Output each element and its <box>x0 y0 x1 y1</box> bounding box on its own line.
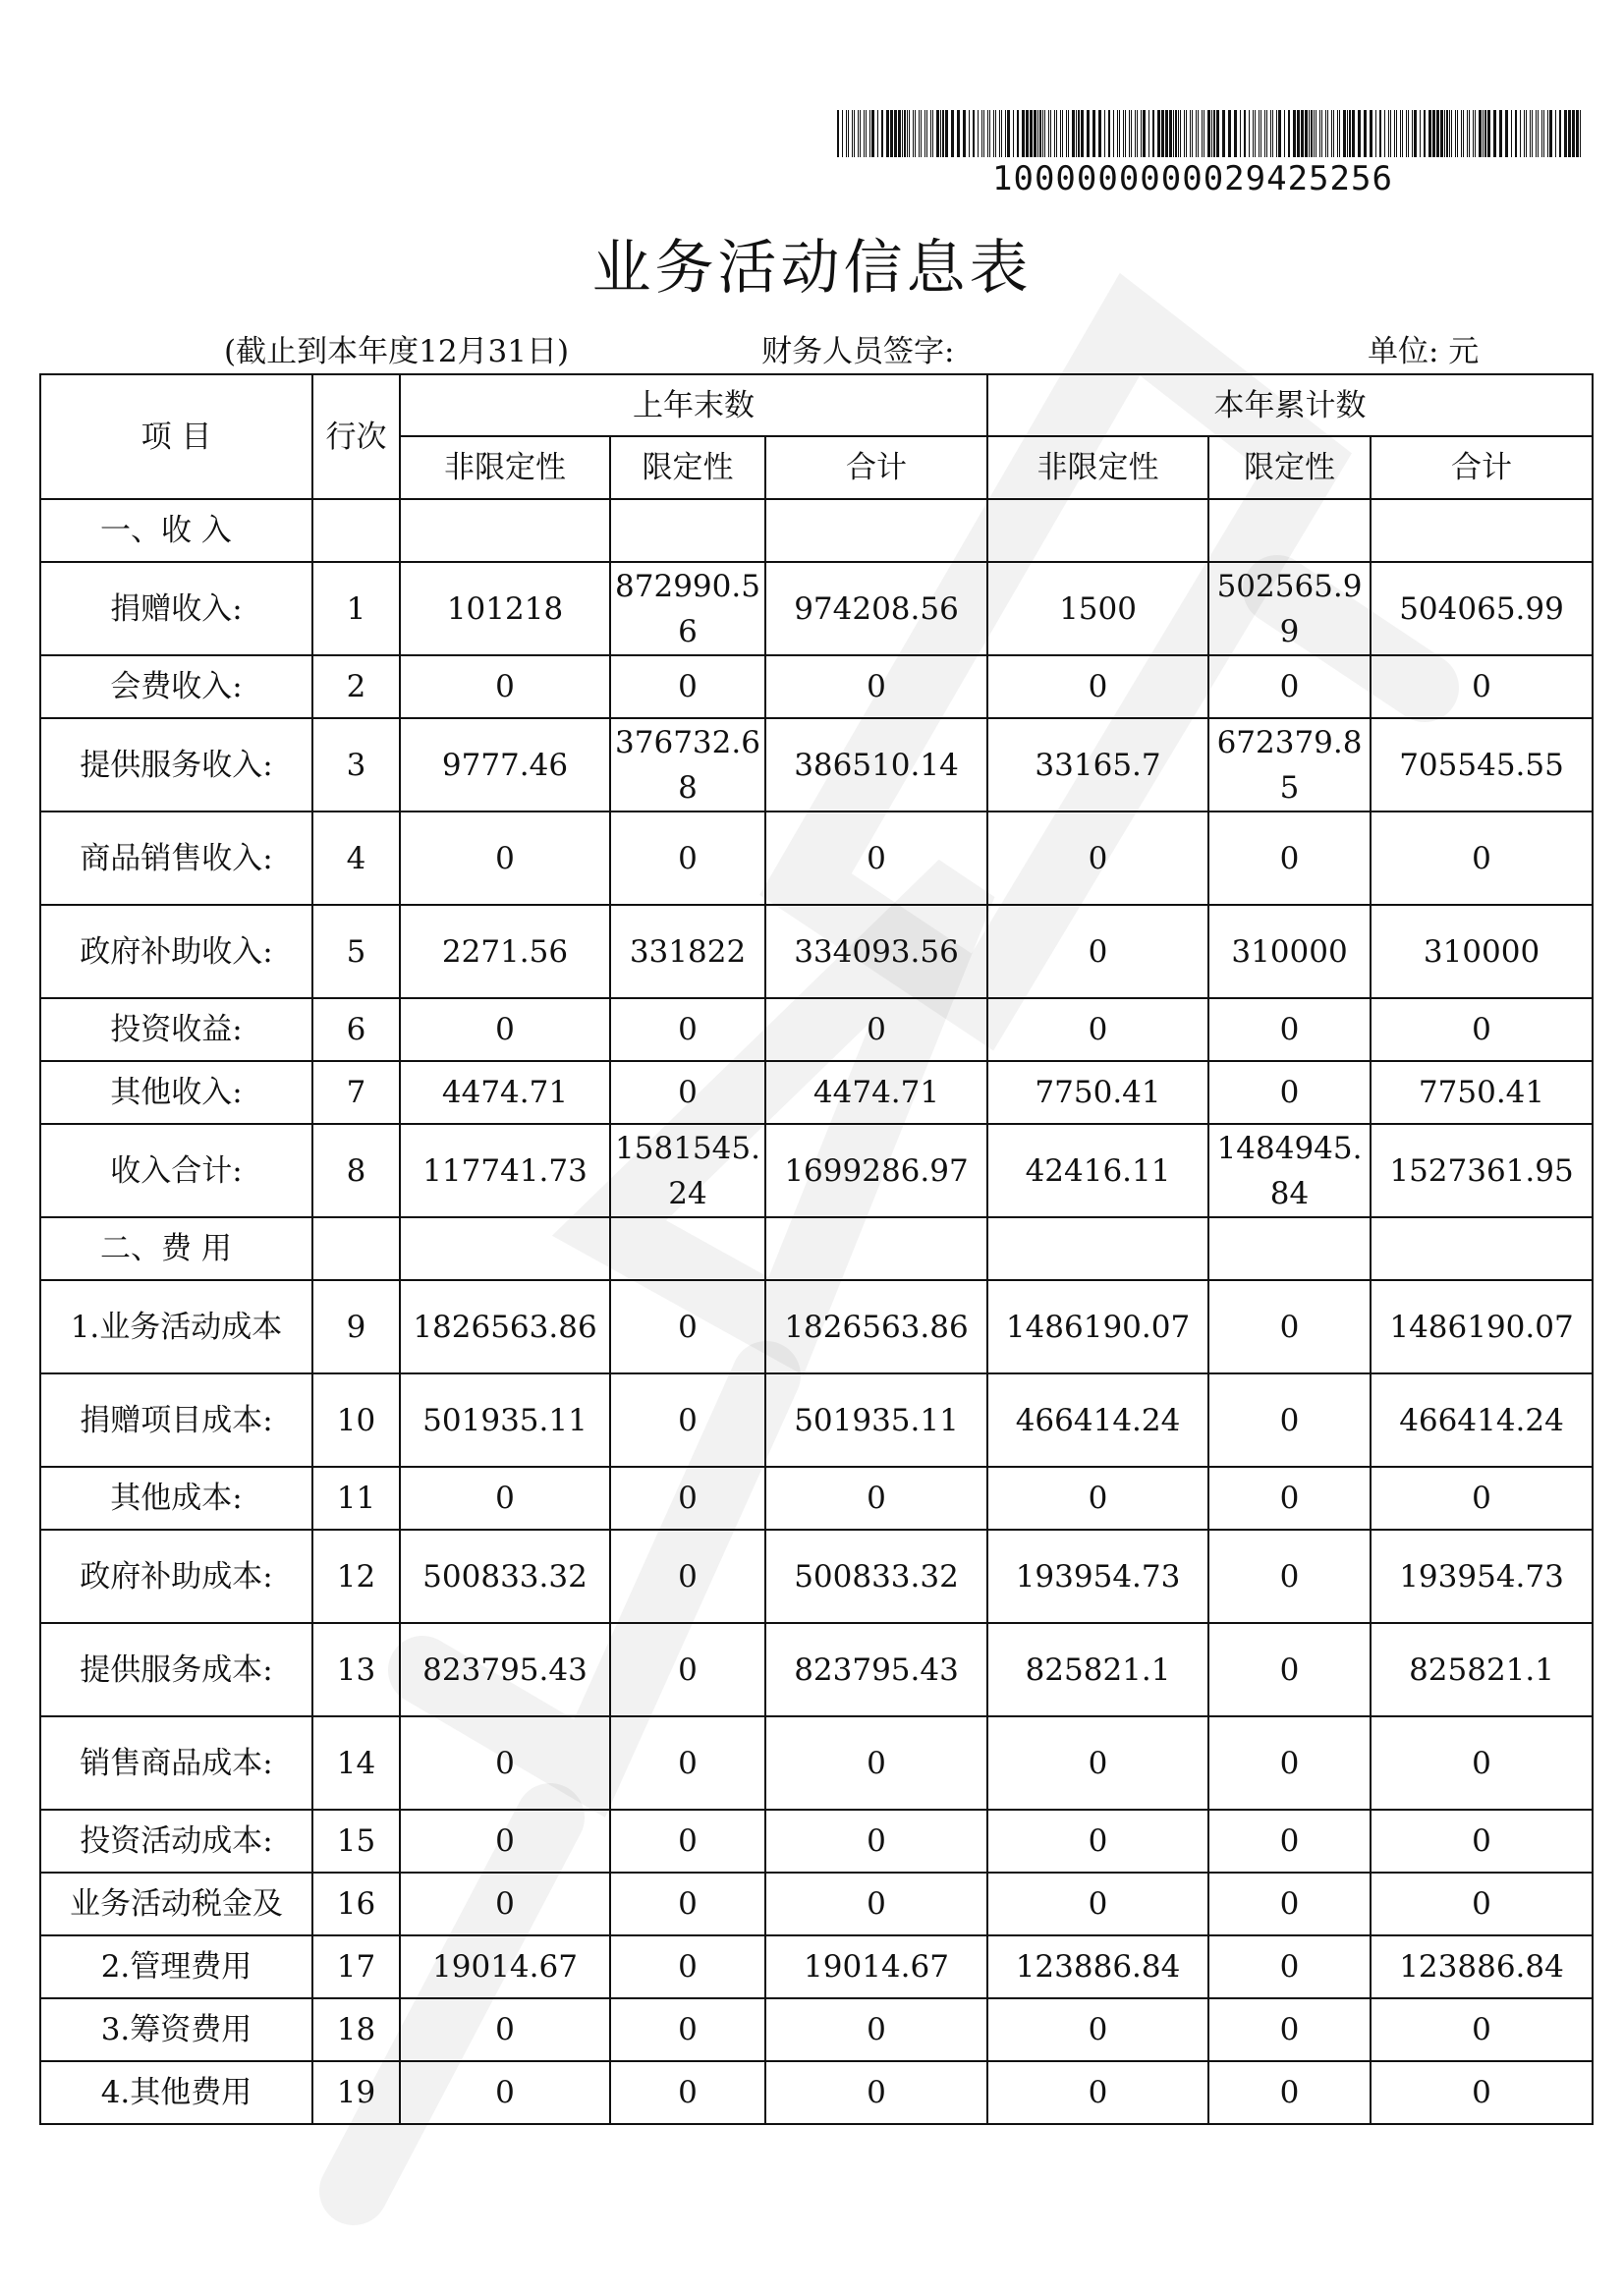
value-cell: 0 <box>1208 1467 1371 1530</box>
row-label: 销售商品成本: <box>40 1716 312 1810</box>
subheader-cell: 限定性 <box>1208 436 1371 499</box>
value-cell: 123886.84 <box>1371 1935 1593 1998</box>
value-cell: 1699286.97 <box>765 1124 987 1217</box>
value-cell: 0 <box>1208 2061 1371 2124</box>
row-number: 2 <box>312 655 400 718</box>
value-cell: 193954.73 <box>1371 1530 1593 1623</box>
value-cell <box>1371 1217 1593 1280</box>
value-cell: 974208.56 <box>765 562 987 655</box>
value-cell: 0 <box>765 1810 987 1873</box>
table-row <box>40 1467 1593 1530</box>
value-cell: 1826563.86 <box>765 1280 987 1373</box>
period-note: (截止到本年度12月31日) <box>224 334 570 369</box>
table-row <box>40 1061 1593 1124</box>
value-cell: 310000 <box>1371 905 1593 998</box>
row-number: 7 <box>312 1061 400 1124</box>
value-cell <box>610 1217 765 1280</box>
value-cell: 0 <box>400 1873 610 1935</box>
value-cell: 0 <box>1371 655 1593 718</box>
value-cell: 334093.56 <box>765 905 987 998</box>
value-cell: 0 <box>610 998 765 1061</box>
value-cell: 4474.71 <box>765 1061 987 1124</box>
value-cell: 117741.73 <box>400 1124 610 1217</box>
value-cell: 19014.67 <box>765 1935 987 1998</box>
row-label: 商品销售收入: <box>40 812 312 905</box>
value-cell: 0 <box>987 1873 1208 1935</box>
table-row <box>40 1124 1593 1217</box>
value-cell: 0 <box>400 1998 610 2061</box>
table-row <box>40 562 1593 655</box>
value-cell: 0 <box>610 1935 765 1998</box>
row-label: 3.筹资费用 <box>40 1998 312 2061</box>
value-cell: 0 <box>610 2061 765 2124</box>
value-cell: 0 <box>1208 1623 1371 1716</box>
value-cell: 825821.1 <box>987 1623 1208 1716</box>
value-cell: 0 <box>400 655 610 718</box>
value-cell: 0 <box>765 1873 987 1935</box>
value-cell: 825821.1 <box>1371 1623 1593 1716</box>
value-cell: 0 <box>765 1998 987 2061</box>
value-cell: 500833.32 <box>765 1530 987 1623</box>
table-row <box>40 499 1593 562</box>
value-cell <box>1208 1217 1371 1280</box>
value-cell <box>1371 499 1593 562</box>
value-cell: 7750.41 <box>987 1061 1208 1124</box>
value-cell: 0 <box>765 655 987 718</box>
subheader-cell: 非限定性 <box>987 436 1208 499</box>
value-cell: 0 <box>1208 1530 1371 1623</box>
value-cell: 0 <box>765 1467 987 1530</box>
value-cell: 872990.56 <box>610 562 765 655</box>
row-label: 会费收入: <box>40 655 312 718</box>
value-cell: 0 <box>1208 1935 1371 1998</box>
value-cell: 0 <box>400 998 610 1061</box>
value-cell: 0 <box>987 812 1208 905</box>
value-cell: 466414.24 <box>1371 1373 1593 1467</box>
value-cell: 0 <box>610 1998 765 2061</box>
value-cell: 0 <box>1371 1716 1593 1810</box>
value-cell: 101218 <box>400 562 610 655</box>
value-cell: 0 <box>1371 1873 1593 1935</box>
value-cell: 2271.56 <box>400 905 610 998</box>
value-cell: 0 <box>610 1716 765 1810</box>
row-number: 3 <box>312 718 400 812</box>
value-cell: 0 <box>1371 998 1593 1061</box>
value-cell: 0 <box>765 998 987 1061</box>
value-cell: 0 <box>610 1467 765 1530</box>
row-label: 二、费 用 <box>40 1217 312 1280</box>
value-cell: 0 <box>1208 1716 1371 1810</box>
header-row-no: 行次 <box>312 374 400 499</box>
row-number: 16 <box>312 1873 400 1935</box>
value-cell: 0 <box>610 1061 765 1124</box>
value-cell: 0 <box>1208 1373 1371 1467</box>
value-cell: 501935.11 <box>765 1373 987 1467</box>
row-label: 一、收 入 <box>40 499 312 562</box>
value-cell: 0 <box>1208 1061 1371 1124</box>
row-number: 10 <box>312 1373 400 1467</box>
value-cell: 0 <box>987 1998 1208 2061</box>
value-cell: 504065.99 <box>1371 562 1593 655</box>
row-label: 收入合计: <box>40 1124 312 1217</box>
value-cell: 0 <box>1371 2061 1593 2124</box>
table-row <box>40 655 1593 718</box>
value-cell: 0 <box>1208 1998 1371 2061</box>
value-cell: 386510.14 <box>765 718 987 812</box>
row-number: 5 <box>312 905 400 998</box>
row-label: 投资收益: <box>40 998 312 1061</box>
value-cell: 0 <box>987 998 1208 1061</box>
value-cell: 1486190.07 <box>987 1280 1208 1373</box>
value-cell: 0 <box>987 2061 1208 2124</box>
row-label: 捐赠项目成本: <box>40 1373 312 1467</box>
value-cell: 0 <box>765 1716 987 1810</box>
row-number: 18 <box>312 1998 400 2061</box>
value-cell: 0 <box>610 1280 765 1373</box>
value-cell: 42416.11 <box>987 1124 1208 1217</box>
signature-label: 财务人员签字: <box>761 334 955 369</box>
value-cell: 0 <box>987 1467 1208 1530</box>
value-cell: 1500 <box>987 562 1208 655</box>
row-label: 捐赠收入: <box>40 562 312 655</box>
value-cell: 1484945.84 <box>1208 1124 1371 1217</box>
value-cell: 0 <box>610 655 765 718</box>
value-cell: 0 <box>400 812 610 905</box>
row-number: 15 <box>312 1810 400 1873</box>
value-cell: 1527361.95 <box>1371 1124 1593 1217</box>
value-cell: 0 <box>400 1716 610 1810</box>
value-cell: 0 <box>1208 998 1371 1061</box>
value-cell: 310000 <box>1208 905 1371 998</box>
value-cell: 0 <box>610 1373 765 1467</box>
row-label: 提供服务收入: <box>40 718 312 812</box>
table-row <box>40 905 1593 998</box>
value-cell: 4474.71 <box>400 1061 610 1124</box>
row-label: 2.管理费用 <box>40 1935 312 1998</box>
value-cell: 7750.41 <box>1371 1061 1593 1124</box>
row-label: 其他收入: <box>40 1061 312 1124</box>
row-label: 提供服务成本: <box>40 1623 312 1716</box>
row-number: 17 <box>312 1935 400 1998</box>
row-number: 19 <box>312 2061 400 2124</box>
table-row <box>40 812 1593 905</box>
header-prev-year: 上年末数 <box>400 374 987 436</box>
value-cell: 0 <box>1371 1810 1593 1873</box>
row-number: 13 <box>312 1623 400 1716</box>
value-cell: 502565.99 <box>1208 562 1371 655</box>
value-cell: 672379.85 <box>1208 718 1371 812</box>
value-cell: 0 <box>1208 812 1371 905</box>
value-cell: 193954.73 <box>987 1530 1208 1623</box>
table-row <box>40 1280 1593 1373</box>
value-cell: 0 <box>610 1810 765 1873</box>
header-item: 项 目 <box>40 374 312 499</box>
value-cell: 123886.84 <box>987 1935 1208 1998</box>
row-number: 9 <box>312 1280 400 1373</box>
value-cell: 0 <box>1371 1467 1593 1530</box>
subheader-cell: 合计 <box>765 436 987 499</box>
value-cell: 0 <box>610 1623 765 1716</box>
value-cell <box>987 1217 1208 1280</box>
table-row <box>40 1998 1593 2061</box>
value-cell <box>765 1217 987 1280</box>
row-label: 1.业务活动成本 <box>40 1280 312 1373</box>
value-cell: 0 <box>400 2061 610 2124</box>
row-number: 4 <box>312 812 400 905</box>
header-curr-year: 本年累计数 <box>987 374 1593 436</box>
value-cell: 0 <box>765 2061 987 2124</box>
value-cell: 0 <box>610 1873 765 1935</box>
value-cell: 376732.68 <box>610 718 765 812</box>
barcode <box>837 110 1582 157</box>
value-cell: 0 <box>610 812 765 905</box>
value-cell: 466414.24 <box>987 1373 1208 1467</box>
row-number: 8 <box>312 1124 400 1217</box>
value-cell: 705545.55 <box>1371 718 1593 812</box>
value-cell: 500833.32 <box>400 1530 610 1623</box>
value-cell: 0 <box>987 1810 1208 1873</box>
row-label: 政府补助成本: <box>40 1530 312 1623</box>
value-cell: 19014.67 <box>400 1935 610 1998</box>
table-row <box>40 1935 1593 1998</box>
value-cell: 0 <box>1371 1998 1593 2061</box>
table-row <box>40 1810 1593 1873</box>
row-number: 14 <box>312 1716 400 1810</box>
value-cell: 0 <box>765 812 987 905</box>
value-cell: 1486190.07 <box>1371 1280 1593 1373</box>
value-cell: 0 <box>987 1716 1208 1810</box>
row-number: 12 <box>312 1530 400 1623</box>
value-cell <box>1208 499 1371 562</box>
table-row <box>40 2061 1593 2124</box>
value-cell <box>400 1217 610 1280</box>
value-cell <box>400 499 610 562</box>
unit-label: 单位: 元 <box>1368 334 1480 369</box>
value-cell: 0 <box>400 1810 610 1873</box>
table-row <box>40 718 1593 812</box>
value-cell: 0 <box>987 655 1208 718</box>
row-number <box>312 499 400 562</box>
value-cell <box>765 499 987 562</box>
table-row <box>40 1373 1593 1467</box>
value-cell: 0 <box>1371 812 1593 905</box>
subheader-cell: 非限定性 <box>400 436 610 499</box>
value-cell <box>987 499 1208 562</box>
value-cell: 9777.46 <box>400 718 610 812</box>
value-cell: 823795.43 <box>765 1623 987 1716</box>
value-cell: 501935.11 <box>400 1373 610 1467</box>
row-number: 11 <box>312 1467 400 1530</box>
value-cell: 0 <box>1208 655 1371 718</box>
value-cell: 1581545.24 <box>610 1124 765 1217</box>
value-cell: 0 <box>987 905 1208 998</box>
row-label: 政府补助收入: <box>40 905 312 998</box>
row-label: 业务活动税金及 <box>40 1873 312 1935</box>
business-activity-table <box>39 373 1594 2125</box>
value-cell: 0 <box>400 1467 610 1530</box>
row-label: 投资活动成本: <box>40 1810 312 1873</box>
value-cell: 0 <box>1208 1873 1371 1935</box>
subheader-cell: 限定性 <box>610 436 765 499</box>
value-cell: 33165.7 <box>987 718 1208 812</box>
row-number <box>312 1217 400 1280</box>
row-number: 6 <box>312 998 400 1061</box>
value-cell: 0 <box>610 1530 765 1623</box>
row-label: 4.其他费用 <box>40 2061 312 2124</box>
value-cell <box>610 499 765 562</box>
table-row <box>40 1217 1593 1280</box>
table-row <box>40 1623 1593 1716</box>
table-row <box>40 998 1593 1061</box>
subheader-cell: 合计 <box>1371 436 1593 499</box>
table-row <box>40 1873 1593 1935</box>
table-row <box>40 1530 1593 1623</box>
table-row <box>40 1716 1593 1810</box>
value-cell: 823795.43 <box>400 1623 610 1716</box>
value-cell: 0 <box>1208 1810 1371 1873</box>
row-label: 其他成本: <box>40 1467 312 1530</box>
value-cell: 0 <box>1208 1280 1371 1373</box>
value-cell: 1826563.86 <box>400 1280 610 1373</box>
row-number: 1 <box>312 562 400 655</box>
barcode-number: 1000000000029425256 <box>992 159 1393 198</box>
page-title: 业务活动信息表 <box>591 234 1033 303</box>
value-cell: 331822 <box>610 905 765 998</box>
